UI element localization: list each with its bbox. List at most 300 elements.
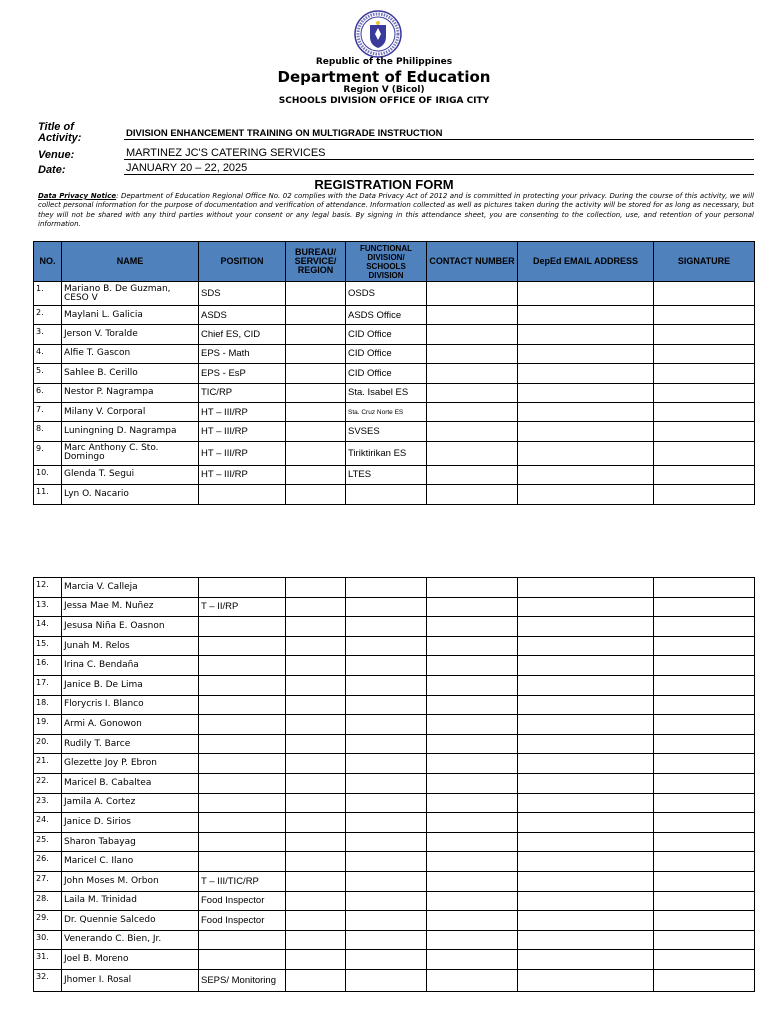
contact-number-cell[interactable] [427, 344, 518, 363]
email-cell[interactable] [518, 656, 654, 676]
venue-label: Venue: [38, 149, 75, 161]
col-header-position: POSITION [199, 242, 286, 282]
row-number: 23. [34, 793, 62, 813]
table-row [34, 656, 755, 676]
email-cell[interactable] [518, 306, 654, 325]
position-cell: HT – III/RP [199, 441, 286, 465]
region-line: Region V (Bicol) [343, 85, 425, 95]
signature-cell[interactable] [654, 891, 755, 911]
name-cell: Dr. Quennie Salcedo [62, 911, 199, 931]
functional-division-cell[interactable] [346, 675, 427, 695]
signature-cell[interactable] [654, 813, 755, 833]
email-cell[interactable] [518, 617, 654, 637]
signature-cell[interactable] [654, 695, 755, 715]
table-row [34, 282, 755, 306]
signature-cell[interactable] [654, 578, 755, 598]
position-cell: TIC/RP [199, 383, 286, 402]
name-cell: Mariano B. De Guzman, CESO V [62, 282, 199, 306]
table-row [34, 465, 755, 484]
contact-number-cell[interactable] [427, 911, 518, 931]
name-cell: Junah M. Relos [62, 636, 199, 656]
bureau-cell[interactable] [286, 832, 346, 852]
bureau-cell[interactable] [286, 344, 346, 363]
functional-division-cell: Sta. Isabel ES [346, 383, 427, 402]
bureau-cell[interactable] [286, 282, 346, 306]
name-cell: Jerson V. Toralde [62, 325, 199, 344]
signature-cell[interactable] [654, 675, 755, 695]
table-row [34, 852, 755, 872]
position-cell [199, 852, 286, 872]
signature-cell[interactable] [654, 344, 755, 363]
table-row [34, 485, 755, 504]
row-number: 10. [34, 465, 62, 484]
functional-division-cell[interactable] [346, 969, 427, 991]
bureau-cell[interactable] [286, 930, 346, 950]
functional-division-cell[interactable] [346, 754, 427, 774]
email-cell[interactable] [518, 871, 654, 891]
email-cell[interactable] [518, 950, 654, 970]
table-row [34, 325, 755, 344]
row-number: 29. [34, 911, 62, 931]
name-cell: Irina C. Bendaña [62, 656, 199, 676]
position-cell: SDS [199, 282, 286, 306]
row-number: 31. [34, 950, 62, 970]
name-cell: Jhomer I. Rosal [62, 969, 199, 991]
row-number: 4. [34, 344, 62, 363]
contact-number-cell[interactable] [427, 950, 518, 970]
table-row [34, 871, 755, 891]
bureau-cell[interactable] [286, 852, 346, 872]
email-cell[interactable] [518, 695, 654, 715]
table-row [34, 773, 755, 793]
functional-division-cell: ASDS Office [346, 306, 427, 325]
name-cell: Sharon Tabayag [62, 832, 199, 852]
deped-seal-logo [354, 10, 402, 58]
name-cell: Florycris I. Blanco [62, 695, 199, 715]
functional-division-cell[interactable] [346, 911, 427, 931]
contact-number-cell[interactable] [427, 734, 518, 754]
email-cell[interactable] [518, 402, 654, 421]
functional-division-cell[interactable] [346, 715, 427, 735]
position-cell [199, 636, 286, 656]
row-number: 13. [34, 597, 62, 617]
name-cell: Jesusa Niña E. Oasnon [62, 617, 199, 637]
bureau-cell[interactable] [286, 597, 346, 617]
functional-division-cell: Sta. Cruz Norte ES [346, 402, 427, 421]
name-cell: Luningning D. Nagrampa [62, 422, 199, 441]
venue-value: MARTINEZ JC'S CATERING SERVICES [124, 147, 754, 160]
signature-cell[interactable] [654, 364, 755, 383]
row-number: 30. [34, 930, 62, 950]
bureau-cell[interactable] [286, 617, 346, 637]
functional-division-cell[interactable] [346, 950, 427, 970]
email-cell[interactable] [518, 773, 654, 793]
name-cell: Armi A. Gonowon [62, 715, 199, 735]
email-cell[interactable] [518, 282, 654, 306]
contact-number-cell[interactable] [427, 969, 518, 991]
signature-cell[interactable] [654, 656, 755, 676]
functional-division-cell: OSDS [346, 282, 427, 306]
table-row [34, 715, 755, 735]
bureau-cell[interactable] [286, 636, 346, 656]
position-cell [199, 675, 286, 695]
position-cell [199, 930, 286, 950]
signature-cell[interactable] [654, 422, 755, 441]
signature-cell[interactable] [654, 597, 755, 617]
title-of-activity-label: Title of Activity: [38, 121, 82, 144]
signature-cell[interactable] [654, 441, 755, 465]
contact-number-cell[interactable] [427, 485, 518, 504]
bureau-cell[interactable] [286, 364, 346, 383]
email-cell[interactable] [518, 930, 654, 950]
row-number: 6. [34, 383, 62, 402]
contact-number-cell[interactable] [427, 793, 518, 813]
row-number: 11. [34, 485, 62, 504]
email-cell[interactable] [518, 441, 654, 465]
col-header-signature: SIGNATURE [654, 242, 755, 282]
date-value: JANUARY 20 – 22, 2025 [124, 162, 754, 175]
bureau-cell[interactable] [286, 675, 346, 695]
contact-number-cell[interactable] [427, 656, 518, 676]
bureau-cell[interactable] [286, 871, 346, 891]
functional-division-cell: LTES [346, 465, 427, 484]
bureau-cell[interactable] [286, 715, 346, 735]
registration-table-page1 [33, 241, 755, 505]
functional-division-cell[interactable] [346, 891, 427, 911]
bureau-cell[interactable] [286, 891, 346, 911]
functional-division-cell[interactable] [346, 813, 427, 833]
contact-number-cell[interactable] [427, 465, 518, 484]
table-row [34, 597, 755, 617]
contact-number-cell[interactable] [427, 306, 518, 325]
email-cell[interactable] [518, 813, 654, 833]
table-row [34, 402, 755, 421]
email-cell[interactable] [518, 793, 654, 813]
email-cell[interactable] [518, 465, 654, 484]
table-row [34, 695, 755, 715]
row-number: 7. [34, 402, 62, 421]
bureau-cell[interactable] [286, 656, 346, 676]
table-row [34, 636, 755, 656]
position-cell: HT – III/RP [199, 422, 286, 441]
table-row [34, 441, 755, 465]
position-cell: SEPS/ Monitoring [199, 969, 286, 991]
position-cell: Food Inspector [199, 911, 286, 931]
row-number: 2. [34, 306, 62, 325]
name-cell: Marcia V. Calleja [62, 578, 199, 598]
signature-cell[interactable] [654, 852, 755, 872]
functional-division-cell[interactable] [346, 852, 427, 872]
bureau-cell[interactable] [286, 306, 346, 325]
position-cell [199, 578, 286, 598]
bureau-cell[interactable] [286, 441, 346, 465]
signature-cell[interactable] [654, 485, 755, 504]
row-number: 15. [34, 636, 62, 656]
bureau-cell[interactable] [286, 383, 346, 402]
row-number: 28. [34, 891, 62, 911]
signature-cell[interactable] [654, 832, 755, 852]
email-cell[interactable] [518, 344, 654, 363]
bureau-cell[interactable] [286, 793, 346, 813]
position-cell [199, 950, 286, 970]
functional-division-cell[interactable] [346, 617, 427, 637]
position-cell [199, 793, 286, 813]
functional-division-cell[interactable] [346, 636, 427, 656]
email-cell[interactable] [518, 578, 654, 598]
name-cell: Milany V. Corporal [62, 402, 199, 421]
name-cell: Nestor P. Nagrampa [62, 383, 199, 402]
name-cell: Jamila A. Cortez [62, 793, 199, 813]
position-cell: EPS - EsP [199, 364, 286, 383]
republic-line: Republic of the Philippines [315, 57, 453, 67]
name-cell: Maricel C. Ilano [62, 852, 199, 872]
row-number: 27. [34, 871, 62, 891]
row-number: 8. [34, 422, 62, 441]
table-row [34, 891, 755, 911]
col-header-email: DepEd EMAIL ADDRESS [518, 242, 654, 282]
signature-cell[interactable] [654, 734, 755, 754]
email-cell[interactable] [518, 734, 654, 754]
contact-number-cell[interactable] [427, 617, 518, 637]
signature-cell[interactable] [654, 383, 755, 402]
bureau-cell[interactable] [286, 325, 346, 344]
bureau-cell[interactable] [286, 813, 346, 833]
table-row [34, 832, 755, 852]
position-cell [199, 832, 286, 852]
email-cell[interactable] [518, 383, 654, 402]
table-row [34, 675, 755, 695]
email-cell[interactable] [518, 911, 654, 931]
contact-number-cell[interactable] [427, 282, 518, 306]
bureau-cell[interactable] [286, 578, 346, 598]
contact-number-cell[interactable] [427, 871, 518, 891]
table-row [34, 734, 755, 754]
position-cell [199, 754, 286, 774]
functional-division-cell[interactable] [346, 695, 427, 715]
functional-division-cell[interactable] [346, 773, 427, 793]
contact-number-cell[interactable] [427, 813, 518, 833]
email-cell[interactable] [518, 852, 654, 872]
bureau-cell[interactable] [286, 950, 346, 970]
contact-number-cell[interactable] [427, 364, 518, 383]
row-number: 24. [34, 813, 62, 833]
contact-number-cell[interactable] [427, 695, 518, 715]
signature-cell[interactable] [654, 282, 755, 306]
position-cell [199, 617, 286, 637]
row-number: 9. [34, 441, 62, 465]
row-number: 17. [34, 675, 62, 695]
table-row [34, 813, 755, 833]
col-header-functional: FUNCTIONAL DIVISION/ SCHOOLS DIVISION [346, 242, 427, 282]
contact-number-cell[interactable] [427, 597, 518, 617]
email-cell[interactable] [518, 364, 654, 383]
position-cell: T – II/RP [199, 597, 286, 617]
position-cell: ASDS [199, 306, 286, 325]
signature-cell[interactable] [654, 465, 755, 484]
table-header-row [34, 242, 755, 282]
signature-cell[interactable] [654, 773, 755, 793]
functional-division-cell[interactable] [346, 656, 427, 676]
functional-division-cell[interactable] [346, 578, 427, 598]
functional-division-cell: Tiriktirikan ES [346, 441, 427, 465]
row-number: 12. [34, 578, 62, 598]
bureau-cell[interactable] [286, 465, 346, 484]
email-cell[interactable] [518, 969, 654, 991]
privacy-notice-label: Data Privacy Notice [38, 192, 117, 200]
email-cell[interactable] [518, 485, 654, 504]
functional-division-cell[interactable] [346, 734, 427, 754]
name-cell: Maricel B. Cabaltea [62, 773, 199, 793]
name-cell: Rudily T. Barce [62, 734, 199, 754]
email-cell[interactable] [518, 891, 654, 911]
signature-cell[interactable] [654, 950, 755, 970]
signature-cell[interactable] [654, 636, 755, 656]
signature-cell[interactable] [654, 969, 755, 991]
bureau-cell[interactable] [286, 969, 346, 991]
signature-cell[interactable] [654, 930, 755, 950]
name-cell: Janice D. Sirios [62, 813, 199, 833]
functional-division-cell: CID Office [346, 364, 427, 383]
bureau-cell[interactable] [286, 734, 346, 754]
contact-number-cell[interactable] [427, 891, 518, 911]
contact-number-cell[interactable] [427, 852, 518, 872]
bureau-cell[interactable] [286, 754, 346, 774]
contact-number-cell[interactable] [427, 402, 518, 421]
signature-cell[interactable] [654, 325, 755, 344]
table-row [34, 578, 755, 598]
position-cell: Chief ES, CID [199, 325, 286, 344]
functional-division-cell: CID Office [346, 344, 427, 363]
department-title: Department of Education [277, 68, 491, 86]
bureau-cell[interactable] [286, 422, 346, 441]
position-cell: HT – III/RP [199, 402, 286, 421]
privacy-notice-text: : Department of Education Regional Office No. 02 complies with the Data Privacy Act of 2012 and is committed in protecting your privacy. During the course of this activity, we will collect personal information for the purpose of documentation and verification of attendance. Information collected as well as pictures taken during the activity will be stored for as long as necessary, but they will not be shared with any third parties without your consent or any legal basis. By signing in this attendance sheet, you are consenting to the collection, use, and retention of your personal information. [38, 192, 754, 229]
position-cell [199, 695, 286, 715]
table-row [34, 793, 755, 813]
contact-number-cell[interactable] [427, 832, 518, 852]
table-row [34, 306, 755, 325]
functional-division-cell[interactable] [346, 832, 427, 852]
bureau-cell[interactable] [286, 402, 346, 421]
row-number: 20. [34, 734, 62, 754]
table-row [34, 344, 755, 363]
name-cell: Marc Anthony C. Sto. Domingo [62, 441, 199, 465]
contact-number-cell[interactable] [427, 715, 518, 735]
signature-cell[interactable] [654, 754, 755, 774]
row-number: 26. [34, 852, 62, 872]
signature-cell[interactable] [654, 306, 755, 325]
functional-division-cell: CID Office [346, 325, 427, 344]
registration-table-page2 [33, 577, 755, 992]
table-row [34, 383, 755, 402]
name-cell: Lyn O. Nacario [62, 485, 199, 504]
email-cell[interactable] [518, 597, 654, 617]
col-header-bureau: BUREAU/ SERVICE/ REGION [286, 242, 346, 282]
row-number: 16. [34, 656, 62, 676]
row-number: 18. [34, 695, 62, 715]
name-cell: Glezette Joy P. Ebron [62, 754, 199, 774]
email-cell[interactable] [518, 715, 654, 735]
bureau-cell[interactable] [286, 695, 346, 715]
email-cell[interactable] [518, 422, 654, 441]
table-row [34, 617, 755, 637]
signature-cell[interactable] [654, 715, 755, 735]
functional-division-cell[interactable] [346, 871, 427, 891]
signature-cell[interactable] [654, 402, 755, 421]
email-cell[interactable] [518, 675, 654, 695]
contact-number-cell[interactable] [427, 773, 518, 793]
name-cell: Jessa Mae M. Nuñez [62, 597, 199, 617]
col-header-contact: CONTACT NUMBER [427, 242, 518, 282]
row-number: 14. [34, 617, 62, 637]
name-cell: Glenda T. Segui [62, 465, 199, 484]
contact-number-cell[interactable] [427, 441, 518, 465]
privacy-notice [38, 192, 754, 230]
table-row [34, 930, 755, 950]
signature-cell[interactable] [654, 911, 755, 931]
row-number: 5. [34, 364, 62, 383]
division-line: SCHOOLS DIVISION OFFICE OF IRIGA CITY [278, 96, 490, 106]
row-number: 22. [34, 773, 62, 793]
name-cell: Sahlee B. Cerillo [62, 364, 199, 383]
contact-number-cell[interactable] [427, 422, 518, 441]
row-number: 32. [34, 969, 62, 991]
contact-number-cell[interactable] [427, 578, 518, 598]
bureau-cell[interactable] [286, 773, 346, 793]
row-number: 1. [34, 282, 62, 306]
functional-division-cell: SVSES [346, 422, 427, 441]
col-header-name: NAME [62, 242, 199, 282]
bureau-cell[interactable] [286, 911, 346, 931]
name-cell: Joel B. Moreno [62, 950, 199, 970]
position-cell: T – III/TIC/RP [199, 871, 286, 891]
date-label: Date: [38, 164, 66, 176]
contact-number-cell[interactable] [427, 675, 518, 695]
email-cell[interactable] [518, 325, 654, 344]
form-title: REGISTRATION FORM [314, 177, 454, 192]
col-header-no: NO. [34, 242, 62, 282]
position-cell [199, 773, 286, 793]
name-cell: Venerando C. Bien, Jr. [62, 930, 199, 950]
position-cell [199, 734, 286, 754]
position-cell [199, 813, 286, 833]
bureau-cell[interactable] [286, 485, 346, 504]
email-cell[interactable] [518, 636, 654, 656]
table-row [34, 950, 755, 970]
name-cell: Janice B. De Lima [62, 675, 199, 695]
functional-division-cell[interactable] [346, 930, 427, 950]
table-row [34, 911, 755, 931]
contact-number-cell[interactable] [427, 754, 518, 774]
email-cell[interactable] [518, 754, 654, 774]
functional-division-cell[interactable] [346, 793, 427, 813]
contact-number-cell[interactable] [427, 636, 518, 656]
contact-number-cell[interactable] [427, 383, 518, 402]
name-cell: Laila M. Trinidad [62, 891, 199, 911]
table-row [34, 422, 755, 441]
contact-number-cell[interactable] [427, 930, 518, 950]
signature-cell[interactable] [654, 617, 755, 637]
table-row [34, 754, 755, 774]
signature-cell[interactable] [654, 793, 755, 813]
contact-number-cell[interactable] [427, 325, 518, 344]
position-cell: Food Inspector [199, 891, 286, 911]
row-number: 3. [34, 325, 62, 344]
email-cell[interactable] [518, 832, 654, 852]
row-number: 25. [34, 832, 62, 852]
signature-cell[interactable] [654, 871, 755, 891]
functional-division-cell[interactable] [346, 597, 427, 617]
